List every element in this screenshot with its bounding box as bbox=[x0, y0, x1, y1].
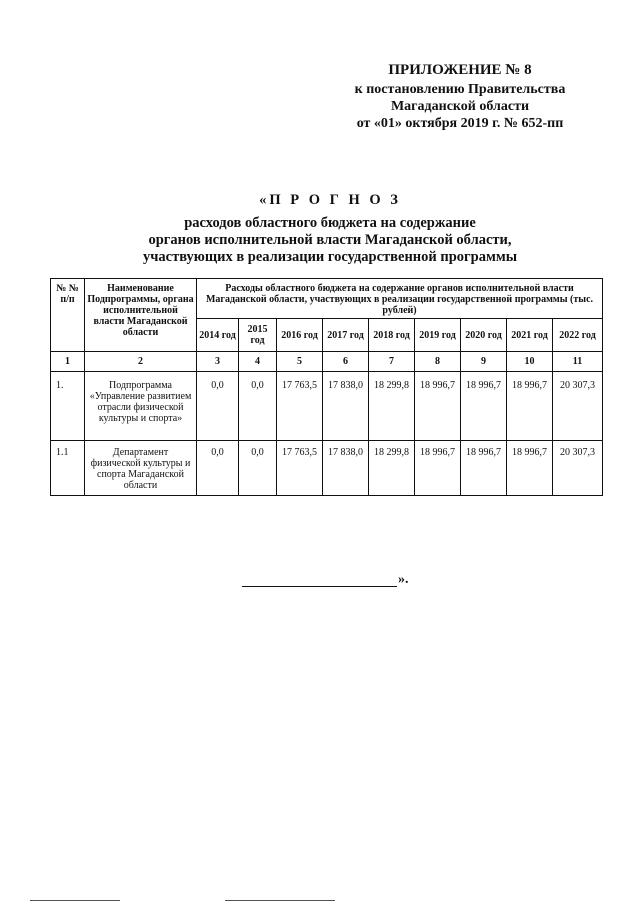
row-value: 0,0 bbox=[239, 372, 277, 441]
scan-artifact-line bbox=[225, 900, 335, 901]
column-number: 11 bbox=[553, 352, 603, 372]
column-number-row bbox=[51, 352, 603, 372]
year-header: 2022 год bbox=[553, 319, 603, 352]
column-number: 10 bbox=[507, 352, 553, 372]
document-title bbox=[110, 192, 550, 266]
column-number: 7 bbox=[369, 352, 415, 372]
row-value: 17 838,0 bbox=[323, 441, 369, 496]
title-sub-3: участвующих в реализации государственной программы bbox=[142, 249, 518, 265]
year-header: 2017 год bbox=[323, 319, 369, 352]
row-number: 1. bbox=[51, 372, 85, 441]
appendix-title: ПРИЛОЖЕНИЕ № 8 bbox=[388, 62, 532, 78]
appendix-line-2: Магаданской области bbox=[390, 99, 530, 114]
column-number: 2 bbox=[85, 352, 197, 372]
closing-quote: ». bbox=[398, 572, 409, 587]
row-value: 17 763,5 bbox=[277, 441, 323, 496]
row-value: 18 996,7 bbox=[415, 441, 461, 496]
title-main: «П Р О Г Н О З bbox=[259, 192, 401, 208]
row-value: 17 763,5 bbox=[277, 372, 323, 441]
table-row bbox=[51, 441, 603, 496]
row-value: 18 996,7 bbox=[461, 441, 507, 496]
title-sub-2: органов исполнительной власти Магаданской области, bbox=[148, 232, 512, 248]
signature-line bbox=[242, 572, 397, 587]
column-number: 8 bbox=[415, 352, 461, 372]
column-number: 9 bbox=[461, 352, 507, 372]
column-number: 5 bbox=[277, 352, 323, 372]
row-value: 18 996,7 bbox=[507, 441, 553, 496]
budget-table bbox=[50, 278, 603, 496]
year-header: 2014 год bbox=[197, 319, 239, 352]
row-value: 0,0 bbox=[197, 441, 239, 496]
appendix-line-3: от «01» октября 2019 г. № 652-пп bbox=[356, 116, 564, 131]
row-value: 0,0 bbox=[239, 441, 277, 496]
row-name: Подпрограмма «Управление развитием отрасли физической культуры и спорта» bbox=[85, 372, 197, 441]
header-expenses: Расходы областного бюджета на содержание органов исполнительной власти Магаданской области, участвующих в реализации государственной программы (тыс. рублей) bbox=[197, 279, 603, 319]
year-header: 2019 год bbox=[415, 319, 461, 352]
row-value: 18 299,8 bbox=[369, 441, 415, 496]
year-header: 2020 год bbox=[461, 319, 507, 352]
year-header: 2021 год bbox=[507, 319, 553, 352]
year-header: 2015 год bbox=[239, 319, 277, 352]
row-value: 18 996,7 bbox=[507, 372, 553, 441]
row-value: 20 307,3 bbox=[553, 372, 603, 441]
row-value: 20 307,3 bbox=[553, 441, 603, 496]
appendix-line-1: к постановлению Правительства bbox=[354, 82, 566, 97]
row-name: Департамент физической культуры и спорта Магаданской области bbox=[85, 441, 197, 496]
row-value: 17 838,0 bbox=[323, 372, 369, 441]
title-sub-1: расходов областного бюджета на содержание bbox=[184, 215, 476, 231]
scan-artifact-line bbox=[30, 900, 120, 901]
appendix-header bbox=[340, 62, 580, 132]
header-num: № № п/п bbox=[51, 279, 85, 352]
row-value: 18 299,8 bbox=[369, 372, 415, 441]
row-value: 0,0 bbox=[197, 372, 239, 441]
header-name: Наименование Подпрограммы, органа исполнительной власти Магаданской области bbox=[85, 279, 197, 352]
column-number: 4 bbox=[239, 352, 277, 372]
year-header: 2016 год bbox=[277, 319, 323, 352]
row-value: 18 996,7 bbox=[415, 372, 461, 441]
row-number: 1.1 bbox=[51, 441, 85, 496]
table-header-row bbox=[51, 279, 603, 319]
column-number: 6 bbox=[323, 352, 369, 372]
year-header: 2018 год bbox=[369, 319, 415, 352]
column-number: 3 bbox=[197, 352, 239, 372]
row-value: 18 996,7 bbox=[461, 372, 507, 441]
column-number: 1 bbox=[51, 352, 85, 372]
table-row bbox=[51, 372, 603, 441]
